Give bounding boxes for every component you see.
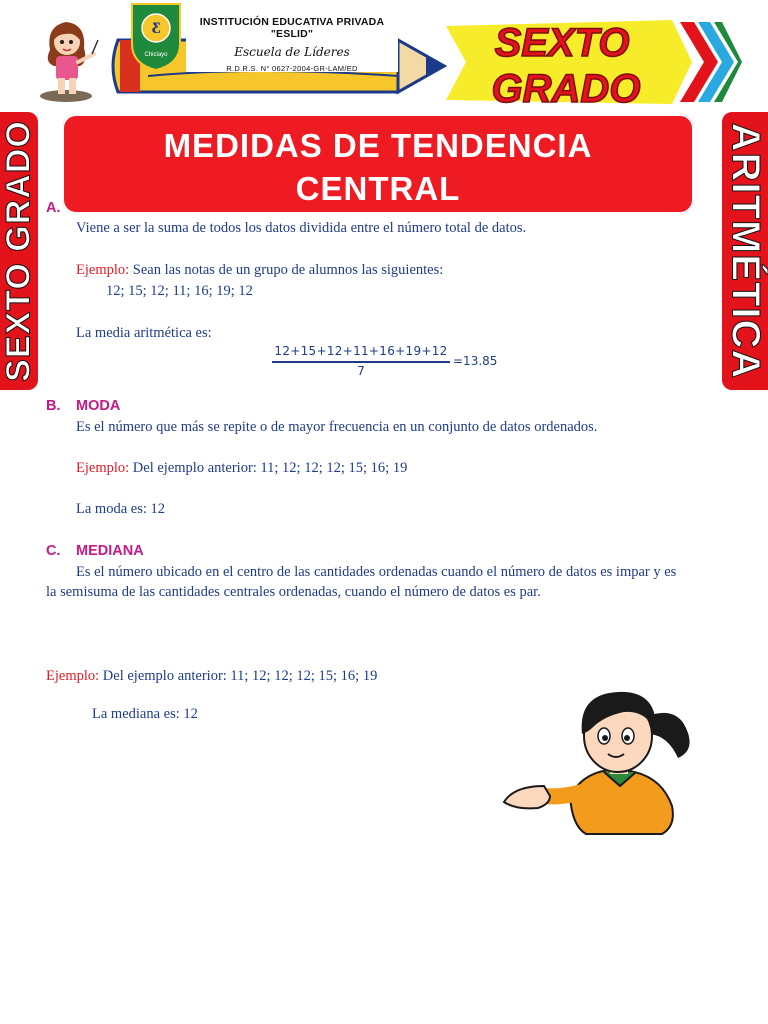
mean-formula-result: =13.85: [453, 354, 498, 368]
grade-logo: [442, 12, 742, 112]
grade-logo-line2: GRADO: [491, 67, 641, 111]
section-b-title: MODA: [76, 398, 121, 414]
section-b-letter: B.: [46, 398, 61, 414]
section-a-example-text: Sean las notas de un grupo de alumnos las siguientes:: [132, 262, 444, 278]
grade-logo-line1: SEXTO: [494, 21, 630, 65]
mean-formula-denominator: 7: [357, 364, 365, 378]
section-b-example-text: Del ejemplo anterior: 11; 12; 12; 12; 15; 16; 19: [132, 460, 408, 476]
school-registration: R.D.R.S. N° 0627-2004-GR-LAM/ED: [226, 64, 358, 73]
section-c-example: [46, 668, 377, 685]
section-c-example-label: Ejemplo:: [46, 668, 100, 684]
mean-formula-numerator: 12+15+12+11+16+19+12: [274, 344, 448, 358]
section-b-definition: Es el número que más se repite o de mayor frecuencia en un conjunto de datos ordenados.: [76, 419, 598, 435]
svg-text:Ƹ: Ƹ: [151, 21, 161, 37]
school-info-box: [186, 12, 398, 72]
school-name: INSTITUCIÓN EDUCATIVA PRIVADA "ESLID": [199, 16, 385, 40]
section-a-example-label: Ejemplo:: [76, 262, 130, 278]
section-c-result: La mediana es: 12: [92, 706, 198, 722]
girl-illustration: [500, 686, 700, 836]
school-crest-logo: [128, 0, 184, 72]
crest-text: Chiclayo: [144, 52, 168, 58]
section-b-result: La moda es: 12: [76, 501, 165, 517]
section-c-letter: C.: [46, 543, 61, 559]
section-b-example: [76, 460, 407, 477]
title-banner: [62, 114, 694, 214]
section-c-title: MEDIANA: [76, 543, 144, 559]
fraction-bar: [272, 361, 450, 363]
section-c-definition-line2: la semisuma de las cantidades centrales ordenadas, cuando el número de datos es par.: [46, 584, 541, 600]
section-b-example-label: Ejemplo:: [76, 460, 130, 476]
side-banner-right: [722, 112, 768, 390]
section-c-definition-line1: Es el número ubicado en el centro de las cantidades ordenadas cuando el número de datos es impar y es: [76, 564, 677, 580]
school-motto: Escuela de Líderes: [234, 45, 350, 59]
side-banner-right-text: ARITMÉTICA: [723, 122, 768, 380]
section-a-data: 12; 15; 12; 11; 16; 19; 12: [106, 283, 253, 299]
teacher-illustration: [36, 10, 100, 102]
page-title-line2: CENTRAL: [295, 170, 461, 207]
side-banner-left-text: SEXTO GRADO: [0, 120, 38, 382]
section-a-definition: Viene a ser la suma de todos los datos dividida entre el número total de datos.: [76, 220, 527, 236]
mean-formula: [272, 344, 502, 380]
section-a-result-intro: La media aritmética es:: [76, 325, 212, 341]
page-title-line1: MEDIDAS DE TENDENCIA: [163, 127, 593, 164]
section-a-example: [76, 262, 443, 279]
section-c-example-text: Del ejemplo anterior: 11; 12; 12; 12; 15; 16; 19: [102, 668, 378, 684]
section-a-letter: A.: [46, 200, 61, 216]
side-banner-left: [0, 112, 38, 390]
page-header: [0, 0, 768, 110]
